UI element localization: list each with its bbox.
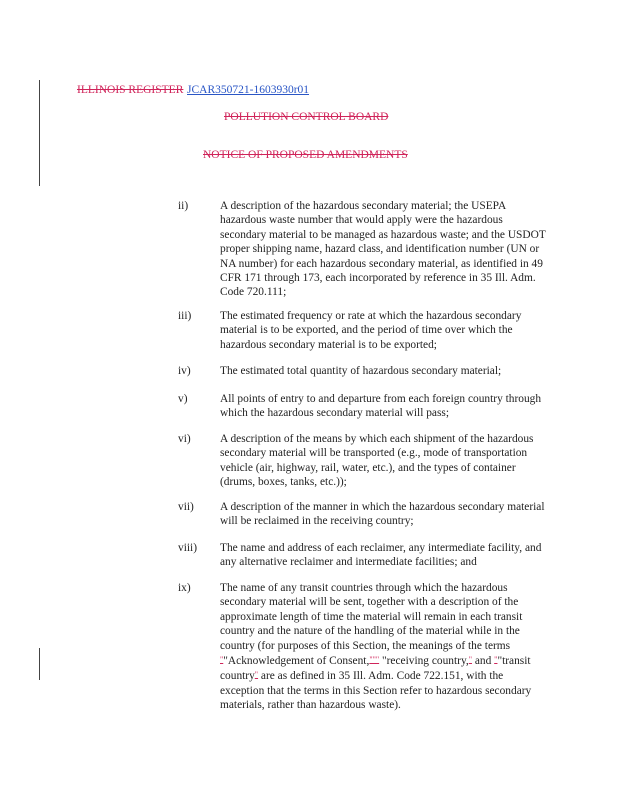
item-text [220,581,548,713]
register-inserted: JCAR350721-1603930r01 [187,84,310,96]
item-text: A description of the means by which each shipment of the hazardous secondary material will be transported (e.g., mode of transportation vehicle (air, highway, rail, water, etc.), and the types of container (drums, boxes, tanks, etc.)); [220,433,534,489]
list-item-iii [178,309,548,352]
inserted-quote-mark: " [220,655,224,665]
inserted-quote-mark: """ [369,655,380,665]
list-item-vii [178,500,548,529]
ix-mid1: "receiving country, [379,655,469,668]
register-deleted: ILLINOIS REGISTER [77,84,184,96]
item-text: All points of entry to and departure from each foreign country through which the hazardous secondary material will pass; [220,393,542,420]
ix-text-b: are as defined in 35 Ill. Adm. Code 722.151, with the exception that the terms in this Section refer to hazardous secondary materials, rather than hazardous waste). [220,670,532,712]
item-number: ix) [178,582,191,594]
list-item-ii [178,199,548,300]
item-number: iv) [178,365,191,377]
item-number: viii) [178,542,197,554]
item-text: The name and address of each reclaimer, any intermediate facility, and any alternative reclaimer and intermediate facilities; and [220,542,542,569]
change-bar-top [39,80,40,186]
inserted-quote-mark: " [468,655,473,665]
item-text: The estimated frequency or rate at which the hazardous secondary material is to be exported, and the period of time over which the hazardous secondary material is to be exported; [220,310,522,351]
ix-mid2: and [472,655,495,668]
notice-title: NOTICE OF PROPOSED AMENDMENTS [203,149,408,161]
item-number: vii) [178,501,194,513]
board-title: POLLUTION CONTROL BOARD [224,111,389,123]
inserted-quote-mark: " [494,655,498,665]
list-item-iv [178,364,548,378]
item-number: iii) [178,310,192,322]
list-item-viii [178,541,548,570]
change-bar-bottom [39,648,40,680]
item-text: A description of the hazardous secondary material; the USEPA hazardous waste number that would apply were the hazardous secondary material to be managed as hazardous waste; and the USDOT proper shipping name, hazard class, and identification number (UN or NA number) for each hazardous secondary material, as identified in 49 CFR 171 through 173, each incorporated by reference in 35 Ill. Adm. Code 720.111; [220,200,546,299]
item-text: The estimated total quantity of hazardous secondary material; [220,365,502,377]
ix-term1: "Acknowledgement of Consent, [223,655,370,668]
item-number: v) [178,393,188,405]
inserted-quote-mark: " [254,670,259,680]
item-number: ii) [178,200,189,212]
list-item-ix [178,581,548,713]
item-number: vi) [178,433,191,445]
item-text: A description of the manner in which the hazardous secondary material will be reclaimed in the receiving country; [220,501,545,528]
list-item-vi [178,432,548,490]
ix-term3: "transit country [220,655,531,683]
list-item-v [178,392,548,421]
ix-text-a: The name of any transit countries through which the hazardous secondary material will be sent, together with a description of the approximate length of time the material will remain in each transit country and the nature of the handling of the material while in the country (for purposes of this Section, the meanings of the terms [220,582,523,652]
